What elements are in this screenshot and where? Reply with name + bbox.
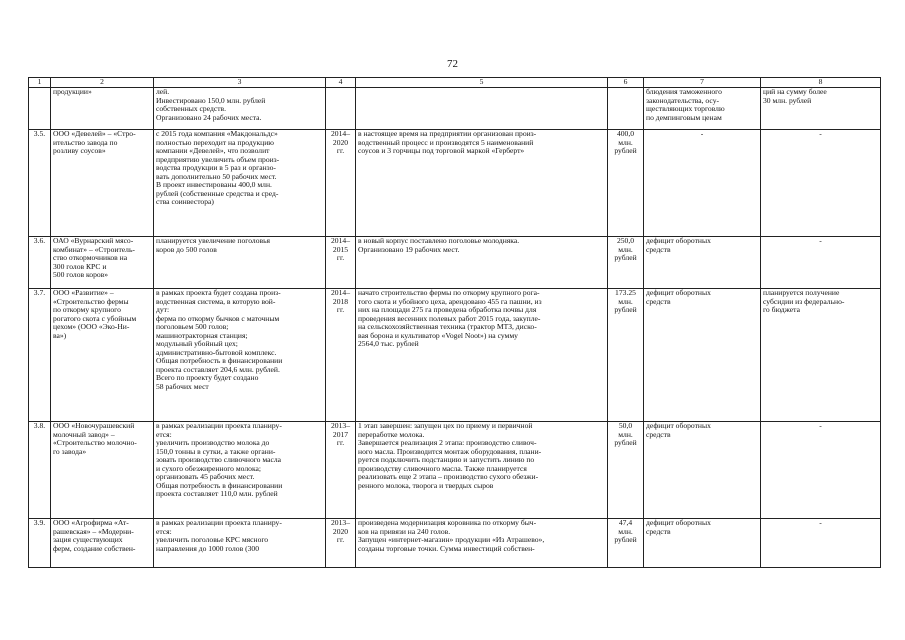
desc-cell <box>154 422 326 519</box>
cell-line: субсидии из федерально- <box>763 296 845 306</box>
cell-line: млн. <box>618 137 633 147</box>
cell-line: в настоящее время на предприятии организован произ- <box>358 129 537 138</box>
period-cell <box>326 289 356 422</box>
cell-line: Общая потребность в финансировании <box>156 356 283 365</box>
cell-line: гг. <box>336 253 345 262</box>
table-row <box>29 289 881 422</box>
cell-line: «Строительство молочно- <box>53 438 137 447</box>
cell-line: вая борона и культиватор «Vogel Noot») на сумму <box>358 330 518 340</box>
support-cell <box>761 289 881 422</box>
cell-line: ется: <box>156 526 172 536</box>
cell-line: вать дополнительно 50 рабочих мест. <box>156 171 277 181</box>
cell-line: блюдения таможенного <box>646 87 722 96</box>
period-cell <box>326 130 356 237</box>
cell-line: увеличить поголовье КРС мясного <box>156 535 269 544</box>
cell-line: 30 млн. рублей <box>763 95 812 105</box>
status-cell <box>356 88 608 130</box>
support-cell <box>761 130 881 237</box>
column-number-row <box>29 78 881 88</box>
cell-line: ществляющих торговлю <box>646 104 725 113</box>
cell-line: производству сливочного масла. Также планируется <box>358 463 527 473</box>
cell-line: 2015 <box>332 244 349 254</box>
company-cell <box>51 88 154 130</box>
num-cell: 3.6. <box>29 237 51 289</box>
cell-line: 1 этап завершен: запущен цех по приему и первичной <box>358 421 533 430</box>
cell-line: средств <box>646 244 671 254</box>
cell-line: собственных средств. <box>156 104 227 113</box>
cell-line: рублей (собственные средства и сред- <box>156 188 279 198</box>
cell-line: водственная система, в которую вой- <box>156 296 276 306</box>
num-cell <box>29 88 51 130</box>
cell-line: 2013– <box>331 421 350 430</box>
problems-cell <box>644 289 761 422</box>
problems-cell <box>644 519 761 568</box>
cell-line: административно-бытовой комплекс. <box>156 347 277 357</box>
support-cell <box>761 237 881 289</box>
cell-line: зовать производство сливочного масла <box>156 455 282 464</box>
cell-line: - <box>700 129 704 138</box>
cell-line: 47,4 <box>618 518 633 527</box>
projects-table <box>28 77 881 568</box>
cell-line: рублей <box>614 438 637 447</box>
cell-line: проекта составляет 204,6 млн. рублей. <box>156 364 280 374</box>
cell-line: в рамках реализации проекта планиру- <box>156 421 282 430</box>
cell-line: проекта составляет 110,0 млн. рублей <box>156 489 278 498</box>
cell-line: «Строительство фермы <box>53 296 129 306</box>
cell-line: - <box>819 518 822 527</box>
company-cell <box>51 130 154 237</box>
period-cell <box>326 88 356 130</box>
cell-line: по демпинговым ценам <box>646 112 722 122</box>
cell-line: водства продукции в 5 раз и органзо- <box>156 163 276 172</box>
cell-line: организовать 45 рабочих мест. <box>156 472 255 481</box>
cell-line: планируется увеличение поголовья <box>156 236 271 245</box>
amount-cell <box>608 237 644 289</box>
cell-line: гг. <box>336 305 345 314</box>
cell-line: 2020 <box>332 526 349 536</box>
cell-line: Всего по проекту будет создано <box>156 373 259 382</box>
cell-line: цехом» (ООО «Эко-Ни- <box>53 322 130 331</box>
cell-line: водственный процесс и производятся 5 наименований <box>358 137 534 147</box>
period-cell <box>326 519 356 568</box>
cell-line: увеличить производство молока до <box>156 438 270 447</box>
cell-line: рублей <box>614 535 637 544</box>
cell-line: средств <box>646 526 671 536</box>
support-cell <box>761 519 881 568</box>
table-row <box>29 130 881 237</box>
amount-cell <box>608 130 644 237</box>
cell-line: ков на привязи на 240 голов. <box>358 526 451 536</box>
cell-line: соусов и 3 горчицы под торговой маркой «Герберт» <box>358 146 525 155</box>
cell-line: средств <box>646 429 671 439</box>
cell-line: розливу соусов» <box>53 146 106 155</box>
cell-line: модульный убойный цех; <box>156 339 238 348</box>
cell-line: машинотракторная станция; <box>156 330 248 340</box>
cell-line: произведена модернизация коровника по откорму быч- <box>358 518 537 527</box>
cell-line: млн. <box>618 296 633 306</box>
cell-line: законодательства, осу- <box>646 95 720 105</box>
cell-line: 2020 <box>332 137 349 147</box>
column-number: 5 <box>356 78 608 88</box>
cell-line: переработке молока. <box>358 429 425 439</box>
company-cell <box>51 237 154 289</box>
cell-line: предприятию увеличить объем произ- <box>156 154 280 164</box>
column-number: 4 <box>326 78 356 88</box>
desc-cell <box>154 88 326 130</box>
cell-line: ренного молока, творога и твердых сыров <box>358 480 494 490</box>
cell-line: средств <box>646 296 671 306</box>
cell-line: Организовано 24 рабочих места. <box>156 112 262 122</box>
period-cell <box>326 422 356 519</box>
column-number: 3 <box>154 78 326 88</box>
column-number: 1 <box>29 78 51 88</box>
status-cell <box>356 519 608 568</box>
cell-line: проведения весенних полевых работ 2015 года, закупле- <box>358 313 541 323</box>
cell-line: 2564,0 тыс. рублей <box>358 339 419 348</box>
cell-line: 300 голов КРС и <box>53 261 107 271</box>
num-cell: 3.8. <box>29 422 51 519</box>
cell-line: ва») <box>53 330 67 340</box>
cell-line: гг. <box>336 438 345 447</box>
cell-line: коров до 500 голов <box>156 244 217 254</box>
cell-line: - <box>819 236 822 245</box>
cell-line: ООО «Девелей» – «Стро- <box>53 129 136 138</box>
problems-cell <box>644 88 761 130</box>
num-cell: 3.5. <box>29 130 51 237</box>
cell-line: в рамках проекта будет создана произ- <box>156 288 281 297</box>
column-number: 7 <box>644 78 761 88</box>
cell-line: дефицит оборотных <box>646 518 711 527</box>
cell-line: руется подключить подстанцию и запустить линию по <box>358 455 535 464</box>
cell-line: Инвестировано 150,0 млн. рублей <box>156 95 266 105</box>
amount-cell <box>608 289 644 422</box>
cell-line: ций на сумму более <box>763 87 827 96</box>
cell-line: и сухого обезжиренного молока; <box>156 463 262 473</box>
company-cell <box>51 289 154 422</box>
cell-line: полностью переходит на продукцию <box>156 137 274 147</box>
cell-line: ООО «Новочурашевский <box>53 421 135 430</box>
cell-line: на сельскохозяйственная техника (трактор МТЗ, диско- <box>358 322 537 331</box>
num-cell: 3.9. <box>29 519 51 568</box>
cell-line: дут: <box>156 305 170 314</box>
amount-cell <box>608 88 644 130</box>
cell-line: дефицит оборотных <box>646 288 711 297</box>
cell-line: 400,0 <box>616 129 635 138</box>
cell-line: млн. <box>618 429 633 439</box>
support-cell <box>761 88 881 130</box>
cell-line: млн. <box>618 244 633 254</box>
cell-line: 58 рабочих мест <box>156 381 209 391</box>
problems-cell <box>644 422 761 519</box>
cell-line: 2013– <box>331 518 350 527</box>
cell-line: 150,0 тонны в сутки, а также органи- <box>156 446 276 456</box>
cell-line: молочный завод» – <box>53 429 115 439</box>
company-cell <box>51 422 154 519</box>
cell-line: по откорму крупного <box>53 305 121 314</box>
cell-line: - <box>819 129 822 138</box>
cell-line: зация существующих <box>53 535 123 544</box>
problems-cell <box>644 237 761 289</box>
cell-line: гг. <box>336 535 345 544</box>
cell-line: Общая потребность в финансировании <box>156 480 283 490</box>
continued-row <box>29 88 881 130</box>
desc-cell <box>154 130 326 237</box>
support-cell <box>761 422 881 519</box>
cell-line: ство откормочников на <box>53 253 128 262</box>
company-cell <box>51 519 154 568</box>
cell-line: ООО «Развитие» – <box>53 288 114 297</box>
page-number: 72 <box>447 58 458 70</box>
cell-line: рублей <box>614 146 637 155</box>
table-row <box>29 422 881 519</box>
cell-line: направления до 1000 голов (300 <box>156 543 259 553</box>
cell-line: планируется получение <box>763 288 840 297</box>
cell-line: 173.25 <box>615 288 636 297</box>
cell-line: Организовано 19 рабочих мест. <box>358 244 460 254</box>
cell-line: рогатого скота с убойным <box>53 313 137 323</box>
cell-line: 500 голов коров» <box>53 270 109 279</box>
column-number: 6 <box>608 78 644 88</box>
desc-cell <box>154 237 326 289</box>
cell-line: Завершается реализация 2 этапа: производство сливоч- <box>358 438 537 447</box>
problems-cell <box>644 130 761 237</box>
desc-cell <box>154 519 326 568</box>
cell-line: рашевская» – «Модерни- <box>53 526 134 536</box>
cell-line: лей. <box>156 87 170 96</box>
cell-line: Запущен «интернет-магазин» продукции «Из Атрашево», <box>358 535 545 544</box>
cell-line: гг. <box>336 146 345 155</box>
cell-line: них на площади 275 га проведена обработка почвы для <box>358 305 537 314</box>
amount-cell <box>608 422 644 519</box>
cell-line: начато строительство фермы по откорму крупного рога- <box>358 288 540 297</box>
cell-line: реализовать еще 2 этапа – производство сухого обезжи- <box>358 472 539 481</box>
cell-line: рублей <box>614 305 637 314</box>
status-cell <box>356 422 608 519</box>
cell-line: поголовьем 500 голов; <box>156 322 229 331</box>
cell-line: - <box>819 421 822 430</box>
cell-line: в рамках реализации проекта планиру- <box>156 518 282 527</box>
cell-line: дефицит оборотных <box>646 421 711 430</box>
desc-cell <box>154 289 326 422</box>
table-row <box>29 237 881 289</box>
status-cell <box>356 289 608 422</box>
cell-line: ООО «Агрофирма «Ат- <box>53 518 129 527</box>
cell-line: 2014– <box>331 288 350 297</box>
cell-line: дефицит оборотных <box>646 236 711 245</box>
cell-line: того скота и убойного цеха, арендовано 455 га пашни, из <box>358 296 542 306</box>
cell-line: 2018 <box>332 296 349 306</box>
cell-line: млн. <box>618 526 633 536</box>
cell-line: ства соинвестора) <box>156 197 214 206</box>
status-cell <box>356 237 608 289</box>
cell-line: рублей <box>614 253 637 262</box>
column-number: 2 <box>51 78 154 88</box>
cell-line: ительство завода по <box>53 137 118 147</box>
table-row <box>29 519 881 568</box>
amount-cell <box>608 519 644 568</box>
cell-line: ферм, создание собствен- <box>53 543 136 553</box>
cell-line: 250,0 <box>616 236 635 245</box>
cell-line: созданы торговые точки. Сумма инвестиций собствен- <box>358 543 535 553</box>
cell-line: 2017 <box>332 429 349 439</box>
cell-line: го бюджета <box>763 305 800 314</box>
cell-line: с 2015 года компания «Макдональдс» <box>156 129 278 138</box>
cell-line: комбинат» – «Строитель- <box>53 244 135 254</box>
cell-line: 2014– <box>331 236 350 245</box>
cell-line: ОАО «Вурнарский мясо- <box>53 236 134 245</box>
period-cell <box>326 237 356 289</box>
cell-line: в новый корпус поставлено поголовье молодняка. <box>358 236 520 245</box>
cell-line: 2014– <box>331 129 350 138</box>
num-cell: 3.7. <box>29 289 51 422</box>
cell-line: ется: <box>156 429 172 439</box>
column-number: 8 <box>761 78 881 88</box>
cell-line: ного масла. Производится монтаж оборудования, плани- <box>358 446 542 456</box>
status-cell <box>356 130 608 237</box>
cell-line: В проект инвестированы 400,0 млн. <box>156 180 272 189</box>
cell-line: продукции» <box>53 87 92 96</box>
cell-line: го завода» <box>53 446 87 456</box>
cell-line: ферма по откорму бычков с маточным <box>156 313 280 323</box>
cell-line: 50,0 <box>618 421 633 430</box>
cell-line: компании «Девелей», что позволит <box>156 146 270 155</box>
